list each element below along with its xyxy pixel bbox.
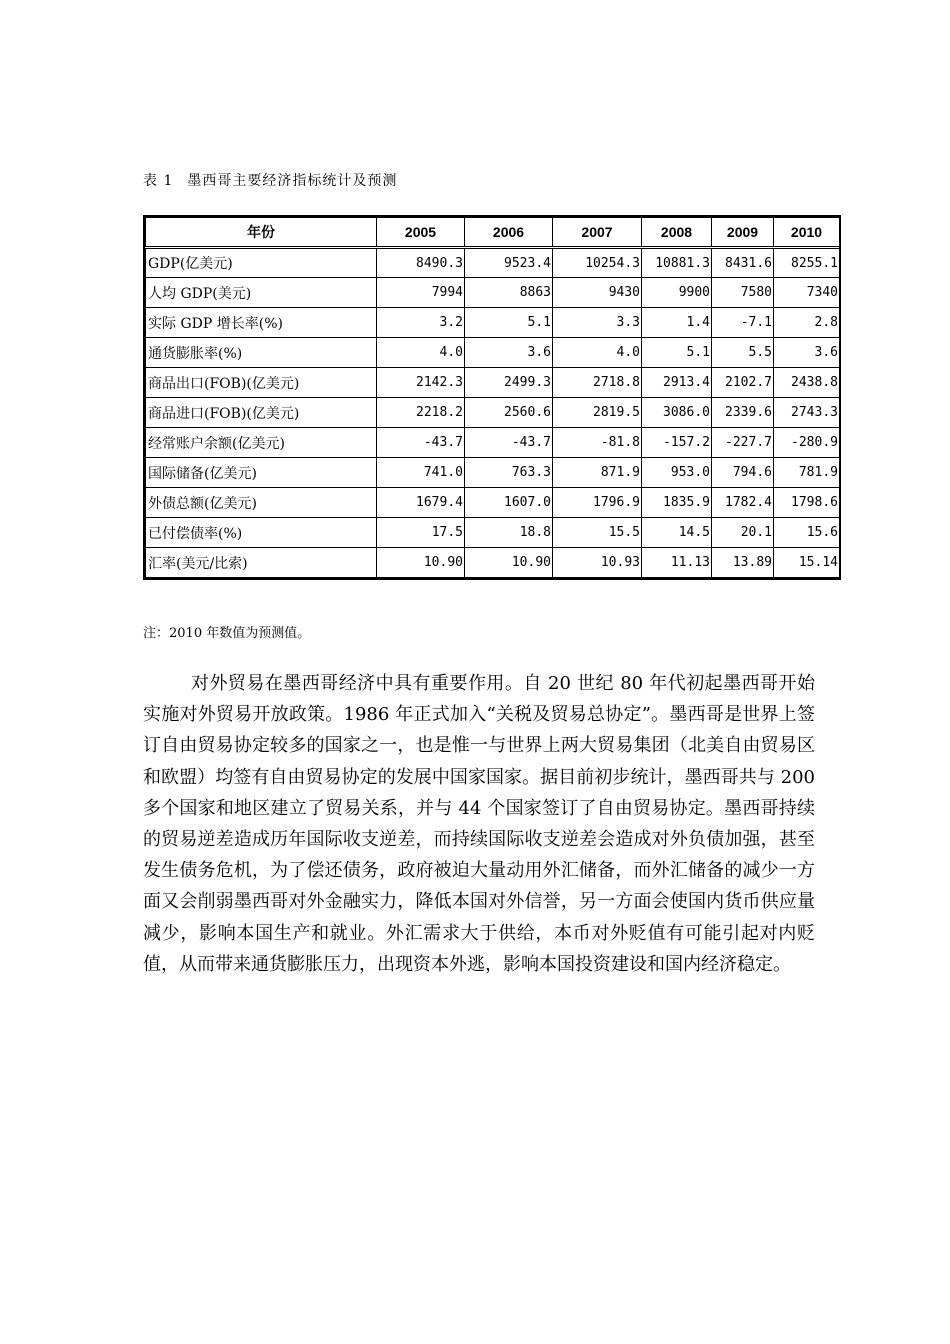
table-cell: 763.3: [465, 458, 553, 488]
table-row: [146, 278, 840, 308]
table-header-row: [146, 218, 840, 248]
header-year: 2006: [465, 218, 553, 248]
table-cell: 2102.7: [712, 368, 774, 398]
row-label: 已付偿债率(%): [146, 518, 377, 548]
table-cell: 1607.0: [465, 488, 553, 518]
table-cell: 871.9: [553, 458, 642, 488]
row-label: 国际储备(亿美元): [146, 458, 377, 488]
table-cell: 9900: [642, 278, 712, 308]
row-label: 人均 GDP(美元): [146, 278, 377, 308]
row-label: 外债总额(亿美元): [146, 488, 377, 518]
table-row: [146, 548, 840, 578]
table-row: [146, 338, 840, 368]
table-cell: 8863: [465, 278, 553, 308]
table-cell: 2142.3: [377, 368, 465, 398]
row-label: 实际 GDP 增长率(%): [146, 308, 377, 338]
body-paragraph: 对外贸易在墨西哥经济中具有重要作用。自 20 世纪 80 年代初起墨西哥开始实施对外贸易开放政策。1986 年正式加入“关税及贸易总协定”。墨西哥是世界上签订自由贸易协定较多的国家之一，也是惟一与世界上两大贸易集团（北美自由贸易区和欧盟）均签有自由贸易协定的发展中国家国家。据目前初步统计，墨西哥共与 200 多个国家和地区建立了贸易关系，并与 44 个国家签订了自由贸易协定。墨西哥持续的贸易逆差造成历年国际收支逆差，而持续国际收支逆差会造成对外负债加强，甚至发生债务危机，为了偿还债务，政府被迫大量动用外汇储备，而外汇储备的减少一方面又会削弱墨西哥对外金融实力，降低本国对外信誉，另一方面会使国内货币供应量减少，影响本国生产和就业。外汇需求大于供给，本币对外贬值有可能引起对内贬值，从而带来通货膨胀压力，出现资本外逃，影响本国投资建设和国内经济稳定。: [143, 673, 815, 975]
table-row: [146, 488, 840, 518]
table-cell: 10881.3: [642, 248, 712, 278]
table-cell: 9430: [553, 278, 642, 308]
table-cell: 4.0: [377, 338, 465, 368]
header-year: 2005: [377, 218, 465, 248]
table-cell: 1782.4: [712, 488, 774, 518]
table-cell: 13.89: [712, 548, 774, 578]
table-cell: 9523.4: [465, 248, 553, 278]
table-cell: 10.90: [377, 548, 465, 578]
table-cell: 7340: [774, 278, 840, 308]
table-cell: 3.6: [774, 338, 840, 368]
table-cell: 7580: [712, 278, 774, 308]
table-cell: -227.7: [712, 428, 774, 458]
table-cell: -43.7: [465, 428, 553, 458]
table-cell: 2718.8: [553, 368, 642, 398]
table-cell: 8490.3: [377, 248, 465, 278]
table-cell: 1679.4: [377, 488, 465, 518]
table-cell: -280.9: [774, 428, 840, 458]
table-cell: 11.13: [642, 548, 712, 578]
table-cell: 17.5: [377, 518, 465, 548]
table-row: [146, 458, 840, 488]
table-cell: 18.8: [465, 518, 553, 548]
table-cell: 5.1: [465, 308, 553, 338]
table-cell: 2819.5: [553, 398, 642, 428]
table-cell: 15.5: [553, 518, 642, 548]
table-cell: 7994: [377, 278, 465, 308]
table-cell: 10.90: [465, 548, 553, 578]
table-cell: -81.8: [553, 428, 642, 458]
table-note: 注：2010 年数值为预测值。: [143, 626, 311, 641]
table-cell: 2.8: [774, 308, 840, 338]
table-cell: 4.0: [553, 338, 642, 368]
header-year: 2008: [642, 218, 712, 248]
table-cell: 10254.3: [553, 248, 642, 278]
table-cell: 2913.4: [642, 368, 712, 398]
table-cell: 794.6: [712, 458, 774, 488]
table-cell: -7.1: [712, 308, 774, 338]
table-row: [146, 368, 840, 398]
row-label: GDP(亿美元): [146, 248, 377, 278]
table-cell: -157.2: [642, 428, 712, 458]
table-cell: 3.6: [465, 338, 553, 368]
table-cell: 10.93: [553, 548, 642, 578]
row-label: 经常账户余额(亿美元): [146, 428, 377, 458]
table-cell: 14.5: [642, 518, 712, 548]
table-cell: -43.7: [377, 428, 465, 458]
table-title: 墨西哥主要经济指标统计及预测: [187, 173, 398, 189]
table-row: [146, 518, 840, 548]
indicator-table: [143, 215, 841, 580]
table-cell: 5.1: [642, 338, 712, 368]
header-year: 2009: [712, 218, 774, 248]
table-cell: 953.0: [642, 458, 712, 488]
table-cell: 2218.2: [377, 398, 465, 428]
header-year: 2010: [774, 218, 840, 248]
table-cell: 20.1: [712, 518, 774, 548]
table-cell: 1.4: [642, 308, 712, 338]
table-cell: 1835.9: [642, 488, 712, 518]
table-cell: 2438.8: [774, 368, 840, 398]
table-cell: 8255.1: [774, 248, 840, 278]
row-label: 商品出口(FOB)(亿美元): [146, 368, 377, 398]
table-row: [146, 308, 840, 338]
table-cell: 3086.0: [642, 398, 712, 428]
table-cell: 1796.9: [553, 488, 642, 518]
row-label: 商品进口(FOB)(亿美元): [146, 398, 377, 428]
table-cell: 3.2: [377, 308, 465, 338]
table-cell: 3.3: [553, 308, 642, 338]
table-cell: 2339.6: [712, 398, 774, 428]
header-year: 2007: [553, 218, 642, 248]
row-label: 通货膨胀率(%): [146, 338, 377, 368]
table-cell: 2499.3: [465, 368, 553, 398]
row-label: 汇率(美元/比索): [146, 548, 377, 578]
table-cell: 741.0: [377, 458, 465, 488]
table-cell: 15.14: [774, 548, 840, 578]
table-row: [146, 248, 840, 278]
table-row: [146, 398, 840, 428]
table-cell: 2743.3: [774, 398, 840, 428]
table-cell: 2560.6: [465, 398, 553, 428]
table-caption: [143, 170, 397, 190]
table-cell: 5.5: [712, 338, 774, 368]
header-year-label: 年份: [146, 218, 377, 248]
table-number: 表 1: [143, 173, 174, 189]
table-cell: 1798.6: [774, 488, 840, 518]
table-cell: 15.6: [774, 518, 840, 548]
table-cell: 8431.6: [712, 248, 774, 278]
table-row: [146, 428, 840, 458]
table-cell: 781.9: [774, 458, 840, 488]
